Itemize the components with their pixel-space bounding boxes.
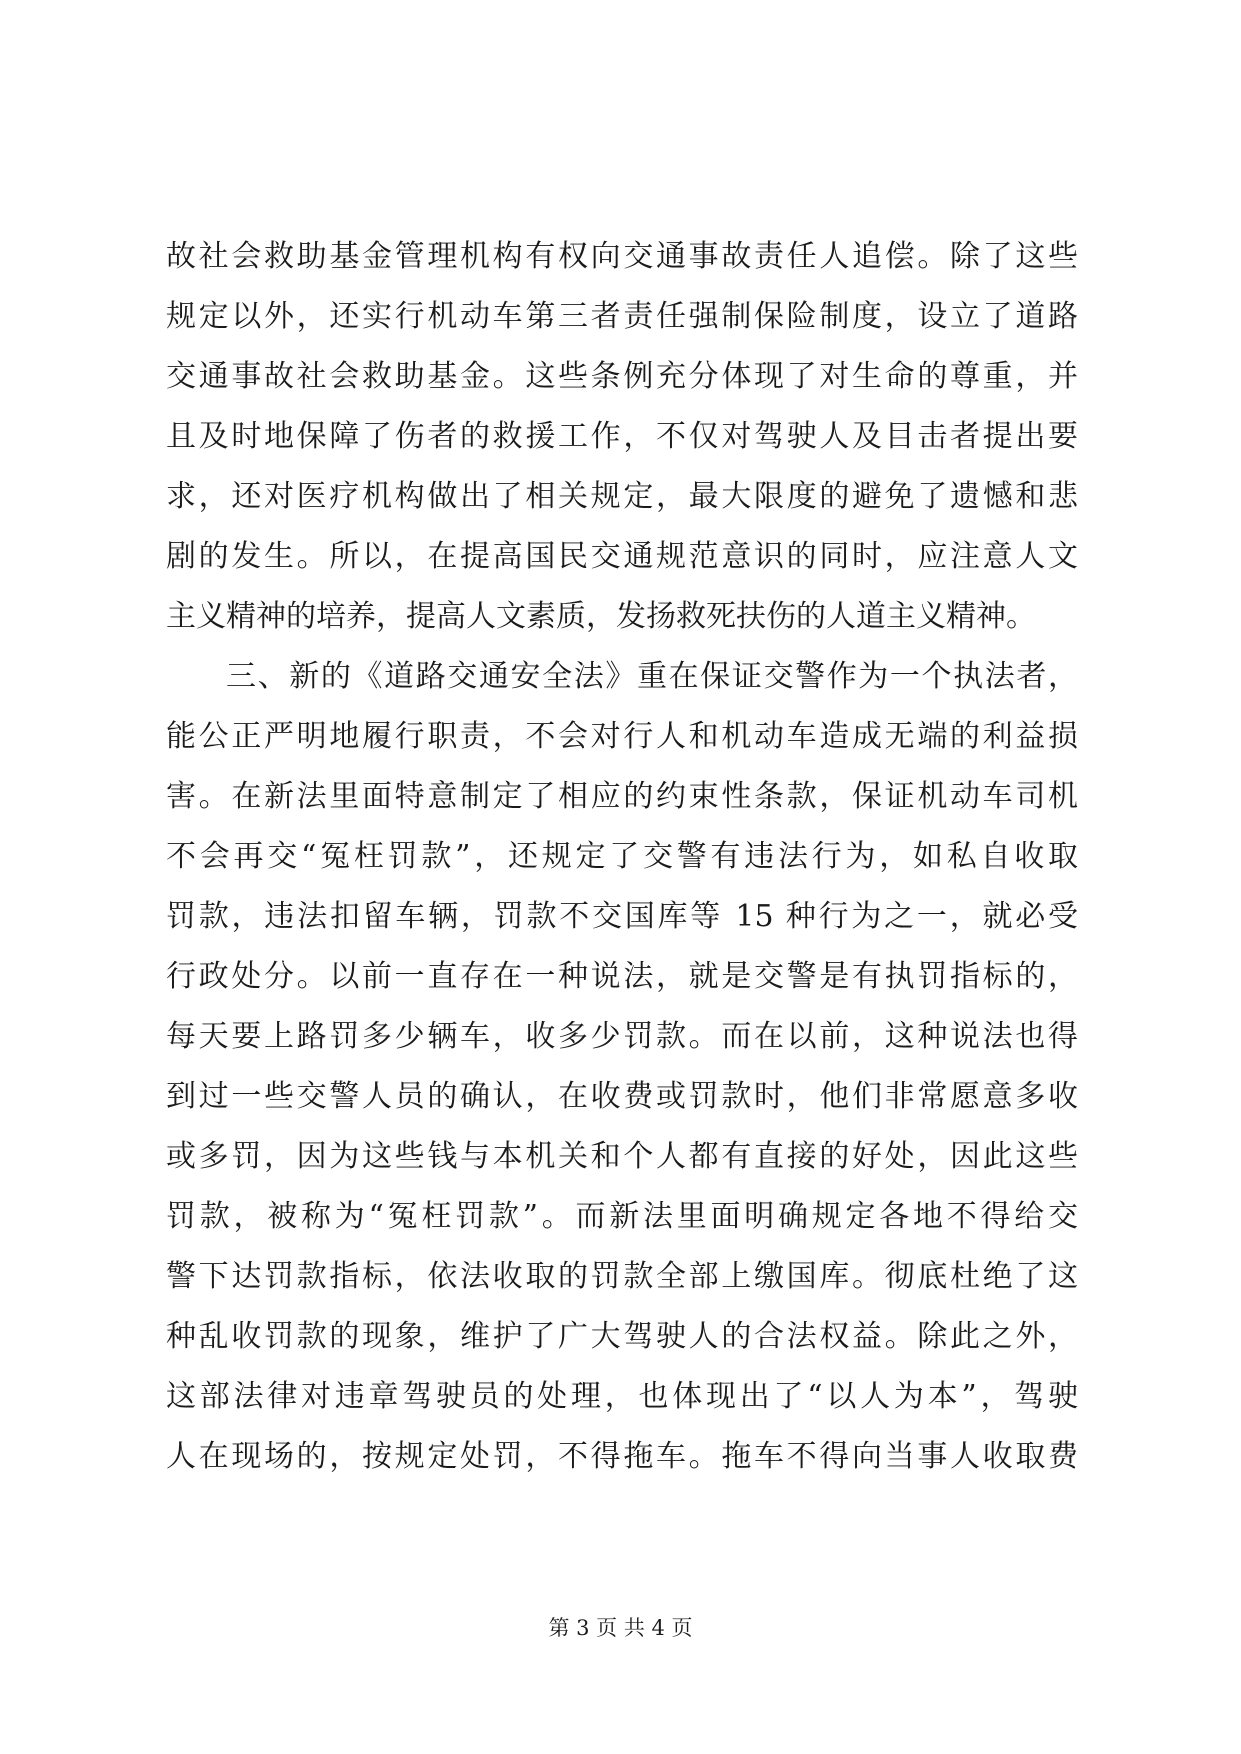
text-line: 罚款，违法扣留车辆，罚款不交国库等 15 种行为之一，就必受 bbox=[166, 899, 1078, 934]
text-line: 罚款，被称为“冤枉罚款”。而新法里面明确规定各地不得给交 bbox=[166, 1199, 1078, 1234]
text-line: 剧的发生。所以，在提高国民交通规范意识的同时，应注意人文 bbox=[166, 539, 1078, 574]
text-line: 害。在新法里面特意制定了相应的约束性条款，保证机动车司机 bbox=[166, 779, 1078, 814]
paragraph-start-line: 三、新的《道路交通安全法》重在保证交警作为一个执法者， bbox=[226, 659, 1078, 694]
text-line: 不会再交“冤枉罚款”，还规定了交警有违法行为，如私自收取 bbox=[166, 839, 1078, 874]
text-line: 且及时地保障了伤者的救援工作，不仅对驾驶人及目击者提出要 bbox=[166, 419, 1078, 454]
text-line: 种乱收罚款的现象，维护了广大驾驶人的合法权益。除此之外， bbox=[166, 1319, 1078, 1354]
page-footer: 第 3 页 共 4 页 bbox=[548, 1616, 693, 1640]
text-line: 这部法律对违章驾驶员的处理，也体现出了“以人为本”，驾驶 bbox=[166, 1379, 1078, 1414]
text-line: 求，还对医疗机构做出了相关规定，最大限度的避免了遗憾和悲 bbox=[166, 479, 1078, 514]
text-line: 或多罚，因为这些钱与本机关和个人都有直接的好处，因此这些 bbox=[166, 1139, 1078, 1174]
body-text bbox=[166, 227, 1078, 1487]
text-line: 警下达罚款指标，依法收取的罚款全部上缴国库。彻底杜绝了这 bbox=[166, 1259, 1078, 1294]
paragraph-end-line: 主义精神的培养，提高人文素质，发扬救死扶伤的人道主义精神。 bbox=[166, 599, 1036, 634]
text-line: 人在现场的，按规定处罚，不得拖车。拖车不得向当事人收取费 bbox=[166, 1439, 1078, 1474]
text-line: 能公正严明地履行职责，不会对行人和机动车造成无端的利益损 bbox=[166, 719, 1078, 754]
text-line: 规定以外，还实行机动车第三者责任强制保险制度，设立了道路 bbox=[166, 299, 1078, 334]
text-line: 行政处分。以前一直存在一种说法，就是交警是有执罚指标的， bbox=[166, 959, 1078, 994]
text-line: 故社会救助基金管理机构有权向交通事故责任人追偿。除了这些 bbox=[166, 239, 1078, 274]
text-line: 交通事故社会救助基金。这些条例充分体现了对生命的尊重，并 bbox=[166, 359, 1078, 394]
text-line: 到过一些交警人员的确认，在收费或罚款时，他们非常愿意多收 bbox=[166, 1079, 1078, 1114]
text-line: 每天要上路罚多少辆车，收多少罚款。而在以前，这种说法也得 bbox=[166, 1019, 1078, 1054]
